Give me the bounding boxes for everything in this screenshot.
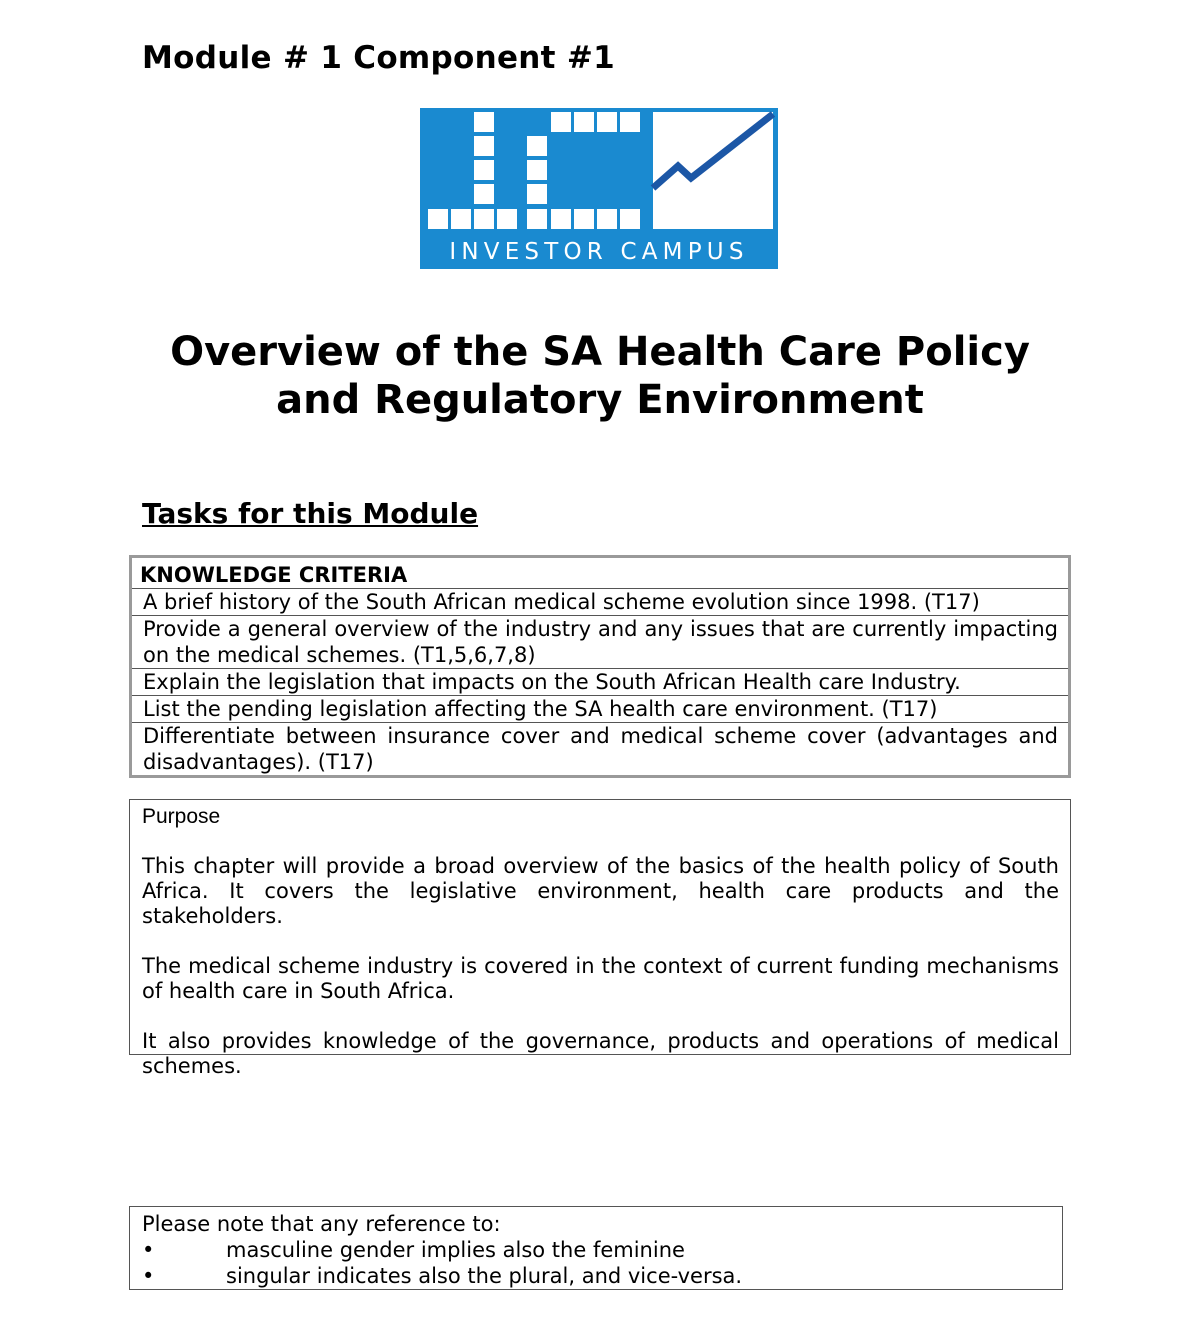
- note-item-text: singular indicates also the plural, and vice-versa.: [226, 1264, 743, 1288]
- criteria-cell: List the pending legislation affecting the SA health care environment. (T17): [131, 696, 1070, 723]
- note-box: [129, 1206, 1063, 1290]
- tasks-heading: Tasks for this Module: [142, 497, 479, 530]
- table-row: [131, 616, 1070, 669]
- table-row: [131, 696, 1070, 723]
- purpose-label: Purpose: [142, 805, 221, 828]
- purpose-paragraph: It also provides knowledge of the governance, products and operations of medical schemes.: [142, 1029, 1059, 1078]
- title-line-1: Overview of the SA Health Care Policy: [170, 329, 1030, 375]
- note-list: [142, 1237, 1050, 1289]
- purpose-paragraph: This chapter will provide a broad overview of the basics of the health policy of South Africa. It covers the legislative environment, health care products and the stakeholders.: [142, 854, 1059, 928]
- module-heading: Module # 1 Component #1: [142, 40, 616, 76]
- purpose-box: [129, 799, 1071, 1078]
- purpose-paragraph: The medical scheme industry is covered in the context of current funding mechanisms of health care in South Africa.: [142, 954, 1059, 1003]
- criteria-cell: Provide a general overview of the industry and any issues that are currently impacting on the medical schemes. (T1,5,6,7,8): [131, 616, 1070, 669]
- note-item-text: masculine gender implies also the feminine: [226, 1238, 685, 1262]
- logo-text: INVESTOR CAMPUS: [449, 239, 749, 265]
- title-line-2: and Regulatory Environment: [276, 377, 924, 423]
- table-row: [131, 723, 1070, 777]
- table-row: [131, 589, 1070, 616]
- list-item: [142, 1237, 1050, 1263]
- criteria-cell: Differentiate between insurance cover and medical scheme cover (advantages and disadvantages). (T17): [131, 723, 1070, 777]
- bullet-icon: •: [142, 1238, 155, 1262]
- bullet-icon: •: [142, 1264, 155, 1288]
- criteria-cell: Explain the legislation that impacts on the South African Health care Industry.: [131, 669, 1070, 696]
- note-intro: Please note that any reference to:: [142, 1212, 501, 1236]
- document-title: [0, 328, 1200, 424]
- criteria-cell: A brief history of the South African medical scheme evolution since 1998. (T17): [131, 589, 1070, 616]
- knowledge-criteria-header: KNOWLEDGE CRITERIA: [140, 563, 408, 587]
- list-item: [142, 1263, 1050, 1289]
- investor-campus-logo: [420, 108, 778, 269]
- table-row: [131, 669, 1070, 696]
- table-header-row: [131, 557, 1070, 589]
- knowledge-criteria-table: [129, 555, 1071, 778]
